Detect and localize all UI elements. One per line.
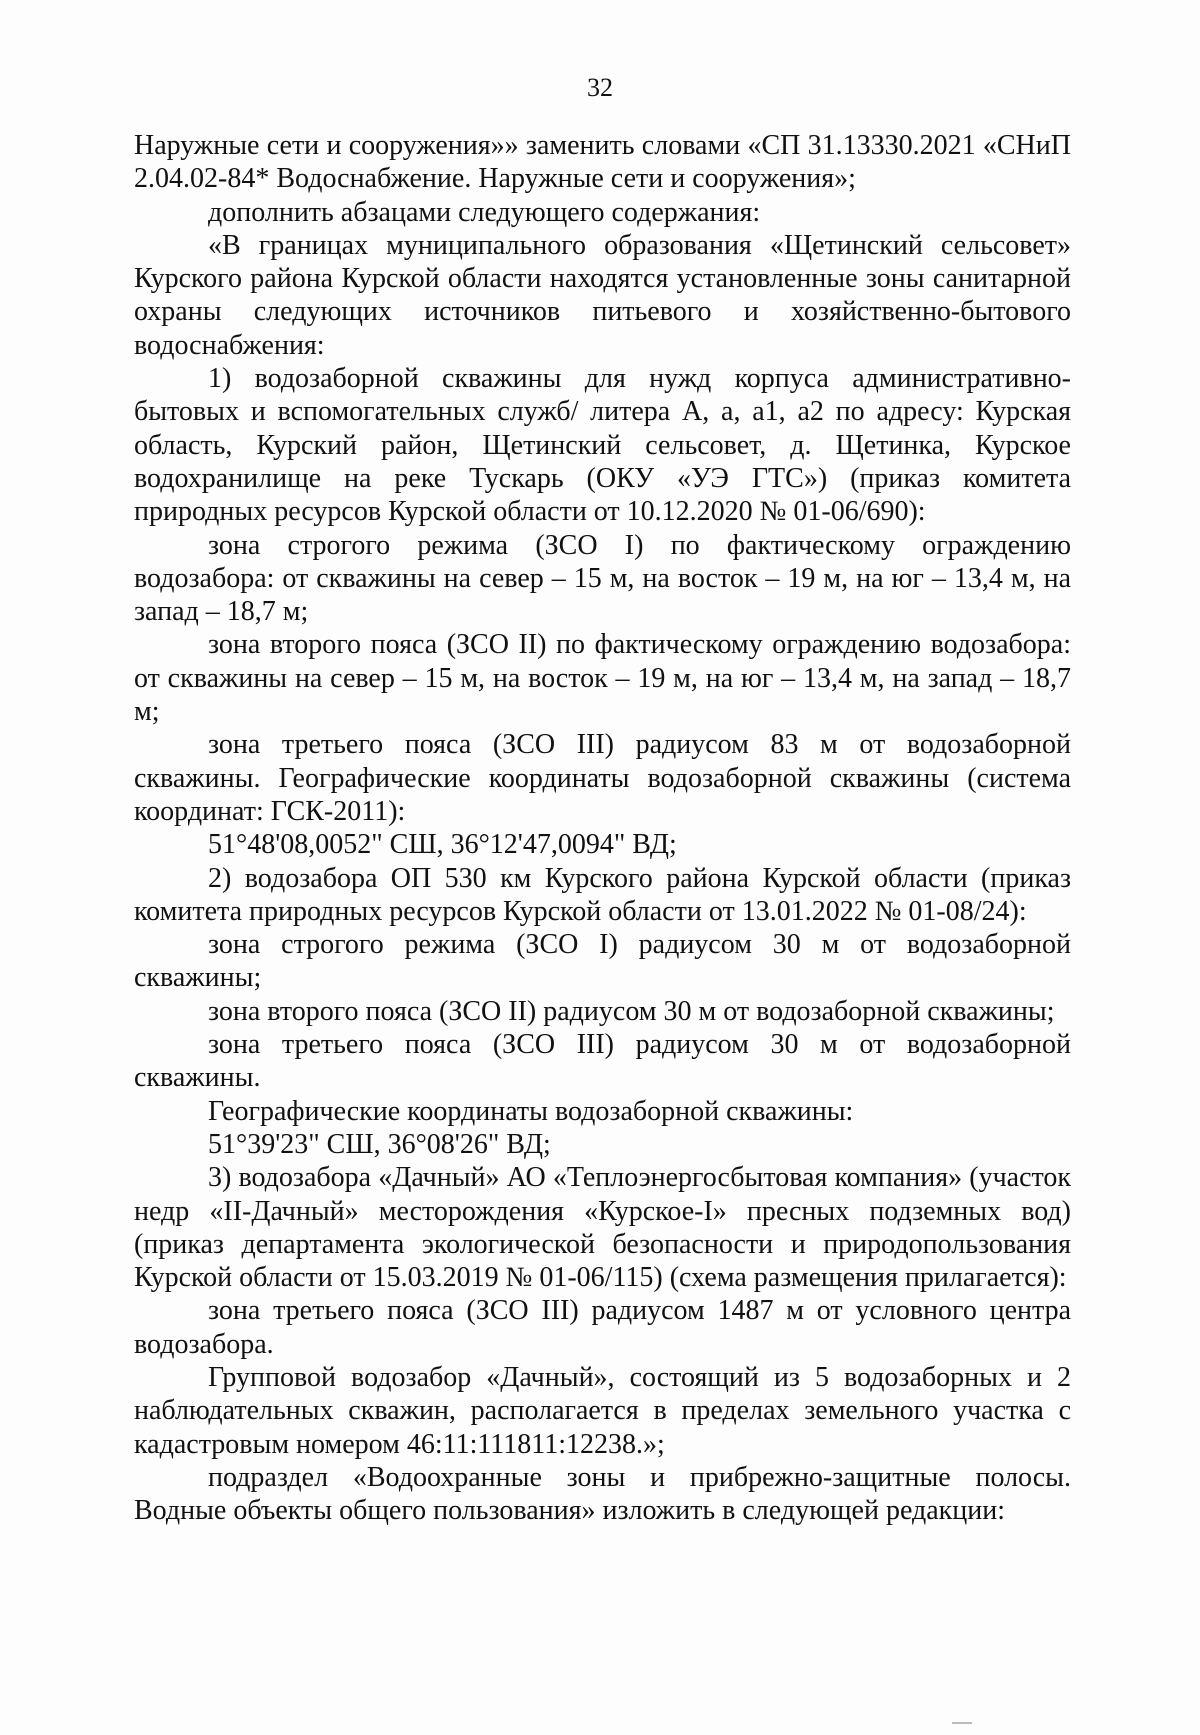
document-body xyxy=(134,129,1071,1527)
paragraph: зона строгого режима (ЗСО I) радиусом 30 м от водозаборной скважины; xyxy=(134,929,1071,994)
paragraph: 2) водозабора ОП 530 км Курского района Курской области (приказ комитета природных ресурсов Курской области от 13.01.2022 № 01-08/24): xyxy=(134,862,1071,927)
paragraph: зона третьего пояса (ЗСО III) радиусом 1487 м от условного центра водозабора. xyxy=(134,1295,1071,1360)
coordinates-line: 51°48'08,0052" СШ, 36°12'47,0094" ВД; xyxy=(208,829,677,861)
paragraph: подраздел «Водоохранные зоны и прибрежно-защитные полосы. Водные объекты общего пользования» изложить в следующей редакции: xyxy=(134,1461,1071,1527)
page-number: 32 xyxy=(587,73,613,102)
coordinates-line: 51°39'23" СШ, 36°08'26" ВД; xyxy=(208,1128,551,1160)
paragraph: «В границах муниципального образования «Щетинский сельсовет» Курского района Курской области находятся установленные зоны санитарной охраны следующих источников питьевого и хозяйственно-бытового водоснабжения: xyxy=(134,229,1071,361)
paragraph: 3) водозабора «Дачный» АО «Теплоэнергосбытовая компания» (участок недр «II-Дачный» месторождения «Курское-I» пресных подземных вод) (приказ департамента экологической безопасности и природопользования Курской области от 15.03.2019 № 01-06/115) (схема размещения прилагается): xyxy=(134,1162,1071,1294)
paragraph: зона второго пояса (ЗСО II) по фактическому ограждению водозабора: от скважины на север – 15 м, на восток – 19 м, на юг – 13,4 м, на запад – 18,7 м; xyxy=(134,629,1071,728)
paragraph: зона третьего пояса (ЗСО III) радиусом 83 м от водозаборной скважины. Географические координаты водозаборной скважины (система координат: ГСК-2011): xyxy=(134,729,1071,827)
scan-artifact xyxy=(952,1722,972,1724)
paragraph: зона второго пояса (ЗСО II) радиусом 30 м от водозаборной скважины; xyxy=(208,995,1055,1027)
paragraph: дополнить абзацами следующего содержания: xyxy=(208,196,761,228)
paragraph: зона строгого режима (ЗСО I) по фактическому ограждению водозабора: от скважины на север – 15 м, на восток – 19 м, на юг – 13,4 м, на запад – 18,7 м; xyxy=(134,529,1071,628)
paragraph: зона третьего пояса (ЗСО III) радиусом 30 м от водозаборной скважины. xyxy=(134,1029,1071,1094)
paragraph: Групповой водозабор «Дачный», состоящий из 5 водозаборных и 2 наблюдательных скважин, располагается в пределах земельного участка с кадастровым номером 46:11:111811:12238.»; xyxy=(134,1361,1071,1460)
paragraph: Наружные сети и сооружения»» заменить словами «СП 31.13330.2021 «СНиП 2.04.02-84* Водоснабжение. Наружные сети и сооружения»; xyxy=(134,130,1071,195)
paragraph: 1) водозаборной скважины для нужд корпуса административно-бытовых и вспомогательных служб/ литера А, а, а1, а2 по адресу: Курская область, Курский район, Щетинский сельсовет, д. Щетинка, Курское водохранилище на реке Тускарь (ОКУ «УЭ ГТС») (приказ комитета природных ресурсов Курской области от 10.12.2020 № 01-06/690): xyxy=(134,363,1071,528)
paragraph: Географические координаты водозаборной скважины: xyxy=(208,1095,854,1127)
